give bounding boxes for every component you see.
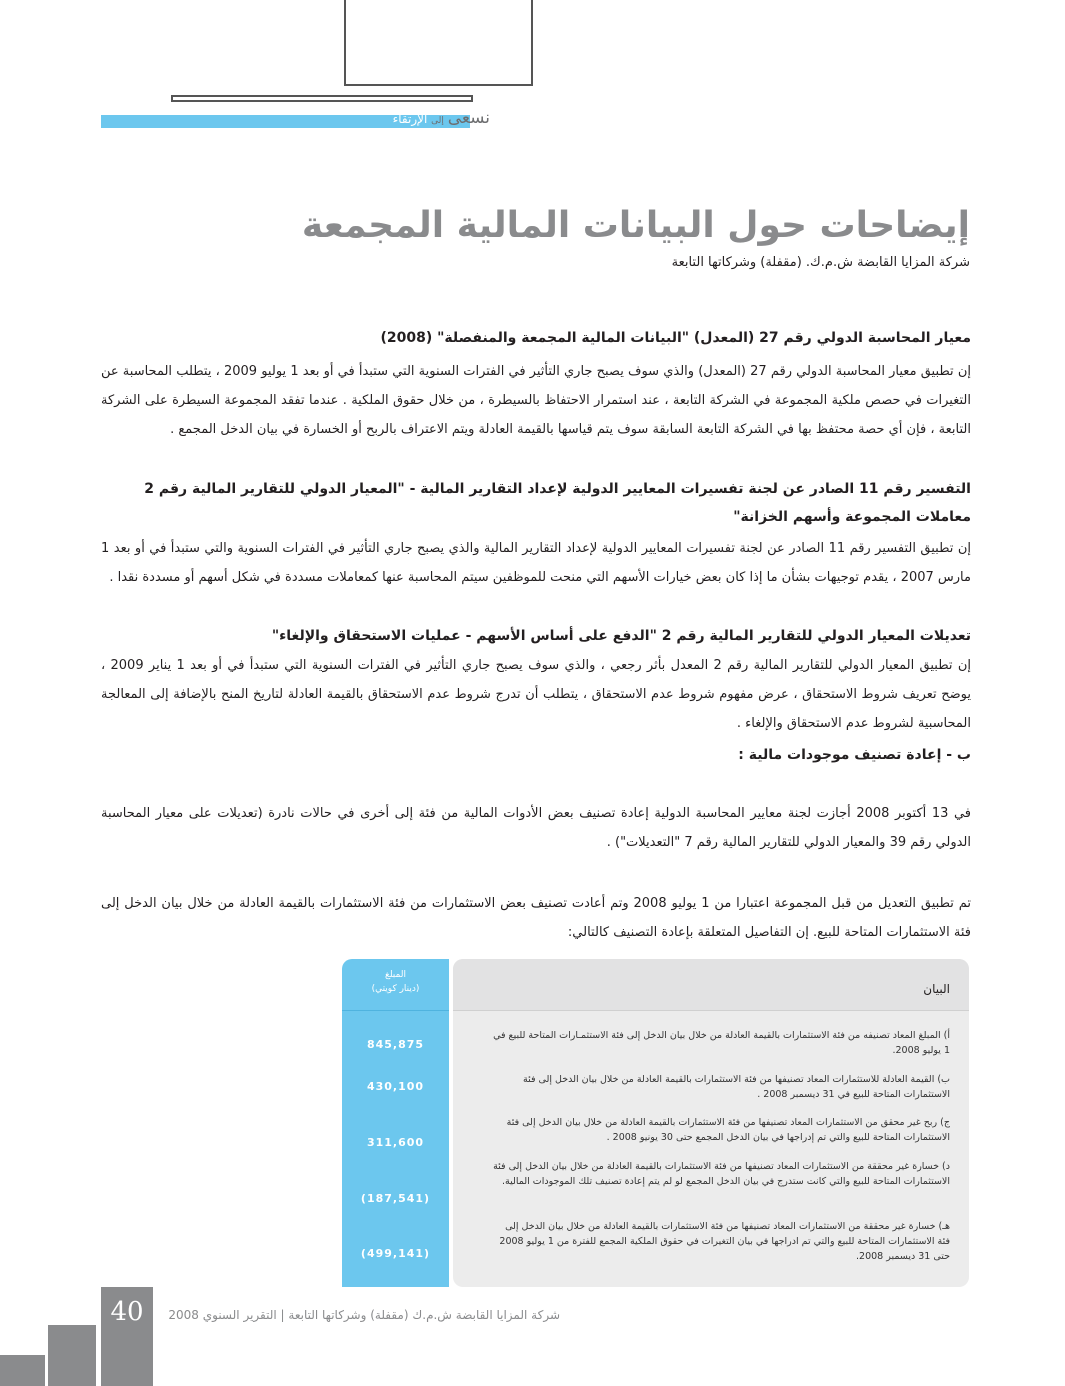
header-frame [344, 0, 533, 86]
footer-block [0, 1355, 45, 1386]
section-heading-ifrs2: تعديلات المعيار الدولي للتقارير المالية رقم 2 "الدفع على أساس الأسهم - عمليات الاستحقاق والإلغاء" [271, 628, 971, 644]
footer-block [48, 1325, 96, 1386]
table-row-desc: هـ) خسارة غير محققة من الاستثمارات المعاد تصنيفها من فئة الاستثمارات بالقيمة العادلة من خلال بيان الدخل إلى فئة الاستثمارات المتاحة للبيع والتي تم ادراجها في بيان التغيرات في حقوق الملكية المجمع للفترة من 1 يوليو 2008 حتى 31 ديسمبر 2008. [499, 1221, 950, 1262]
table-row-desc: ب) القيمة العادلة للاستثمارات المعاد تصنيفها من فئة الاستثمارات بالقيمة العادلة من خلال بيان الدخل إلى فئة الاستثمارات المتاحة للبيع في 31 ديسمبر 2008 . [523, 1074, 950, 1100]
slogan-bar-text: الإرتقاء [392, 112, 428, 126]
section-body-ifrs2: إن تطبيق المعيار الدولي للتقارير المالية رقم 2 المعدل بأثر رجعي ، والذي سوف يصبح جاري التأثير في الفترات السنوية التي ستبدأ في أو بعد 1 يناير 2009 ، يوضح تعريف شروط الاستحقاق ، عرض مفهوم شروط عدم الاستحقاق ، يتطلب أن تدرج شروط عدم الاستحقاق بالقيمة العادلة لتاريخ المنح بالإضافة إلى المعالجة المحاسبية لشروط عدم الاستحقاق والإلغاء . [101, 658, 971, 731]
section-body-ias27: إن تطبيق معيار المحاسبة الدولي رقم 27 (المعدل) والذي سوف يصبح جاري التأثير في الفترات السنوية التي ستبدأ في أو بعد 1 يوليو 2009 ، يتطلب المحاسبة عن التغيرات في حصص ملكية المجموعة في الشركة التابعة ، عند استمرار الاحتفاظ بالسيطرة ، من خلال حقوق الملكية . عندما تفقد المجموعة السيطرة على الشركة التابعة ، فإن أي حصة محتفظ بها في الشركة التابعة السابقة سوف يتم قياسها بالقيمة العادلة ويتم الاعتراف بالربح أو الخسارة في بيان الدخل المجمع . [101, 364, 971, 437]
table-row-amount: (187,541) [360, 1192, 431, 1205]
table-header-amount-line2: (دينار كويتي) [371, 984, 420, 994]
header-frame-bar [171, 95, 473, 102]
section-body-ifric11: إن تطبيق التفسير رقم 11 الصادر عن لجنة تفسيرات المعايير الدولية لإعداد التقارير المالية والذي يصبح جاري التأثير في الفترات السنوية والتي ستبدأ في أو بعد 1 مارس 2007 ، يقدم توجيهات بشأن ما إذا كان بعض خيارات الأسهم التي منحت للموظفين سيتم المحاسبة عنها كمعاملات مسددة في شكل أسهم أو مسددة نقدا . [101, 541, 971, 585]
table-row-desc: أ) المبلغ المعاد تصنيفه من فئة الاستثمارات بالقيمة العادلة من خلال بيان الدخل إلى فئة الاستثمـارات المتاحة للبيع في 1 يوليو 2008. [493, 1030, 950, 1056]
table-row-amount: 430,100 [366, 1080, 425, 1093]
page-title: إيضاحات حول البيانات المالية المجمعة [301, 205, 970, 246]
slogan [300, 108, 490, 128]
table-row-desc: د) خسارة غير محققة من الاستثمارات المعاد تصنيفها من فئة الاستثمارات بالقيمة العادلة من خلال بيان الدخل إلى فئة الاستثمارات المتاحة للبيع والتي كانت ستدرج في بيان الدخل المجمع لو لم يتم إعادة تصنيف تلك الموجودات المالية. [493, 1161, 950, 1187]
page-number: 40 [110, 1297, 144, 1327]
table-row-amount: (499,141) [360, 1247, 431, 1260]
slogan-small: إلى [431, 116, 444, 126]
table-header-amount [342, 968, 449, 996]
slogan-big: نسعى [447, 108, 490, 128]
footer-text: شركة المزايا القابضة ش.م.ك (مقفلة) وشركاتها التابعة | التقرير السنوي 2008 [168, 1308, 560, 1322]
section-heading-ifric11: التفسير رقم 11 الصادر عن لجنة تفسيرات المعايير الدولية لإعداد التقارير المالية - "المعيار الدولي للتقارير المالية رقم 2 معاملات المجموعة وأسهم الخزانة" [144, 481, 971, 525]
table-row-amount: 845,875 [366, 1038, 425, 1051]
section-heading-reclassification: ب - إعادة تصنيف موجودات مالية : [738, 747, 971, 763]
section-body-reclassification: في 13 أكتوبر 2008 أجازت لجنة معايير المحاسبة الدولية إعادة تصنيف بعض الأدوات المالية من فئة إلى أخرى في حالات نادرة (تعديلات على معيار المحاسبة الدولي رقم 39 والمعيار الدولي للتقارير المالية رقم 7 "التعديلات") . [101, 806, 971, 850]
table-row-amount: 311,600 [366, 1136, 425, 1149]
table-header-desc: البيان [923, 982, 950, 996]
page-subtitle: شركة المزايا القابضة ش.م.ك. (مقفلة) وشركاتها التابعة [671, 255, 970, 270]
table-header-amount-line1: المبلغ [385, 970, 406, 980]
table-row-desc: ج) ربح غير محقق من الاستثمارات المعاد تصنيفها من فئة الاستثمارات بالقيمة العادلة من خلال بيان الدخل إلى فئة الاستثمارات المتاحة للبيع والتي تم إدراجها في بيان الدخل المجمع حتى 30 يونيو 2008 . [506, 1117, 950, 1143]
reclassification-intro: تم تطبيق التعديل من قبل المجموعة اعتبارا من 1 يوليو 2008 وتم أعادت تصنيف بعض الاستثمارات من فئة الاستثمارات بالقيمة العادلة من خلال بيان الدخل إلى فئة الاستثمارات المتاحة للبيع. إن التفاصيل المتعلقة بإعادة التصنيف كالتالي: [101, 896, 971, 940]
section-heading-ias27: معيار المحاسبة الدولي رقم 27 (المعدل) "البيانات المالية المجمعة والمنفصلة" (2008) [380, 330, 971, 346]
